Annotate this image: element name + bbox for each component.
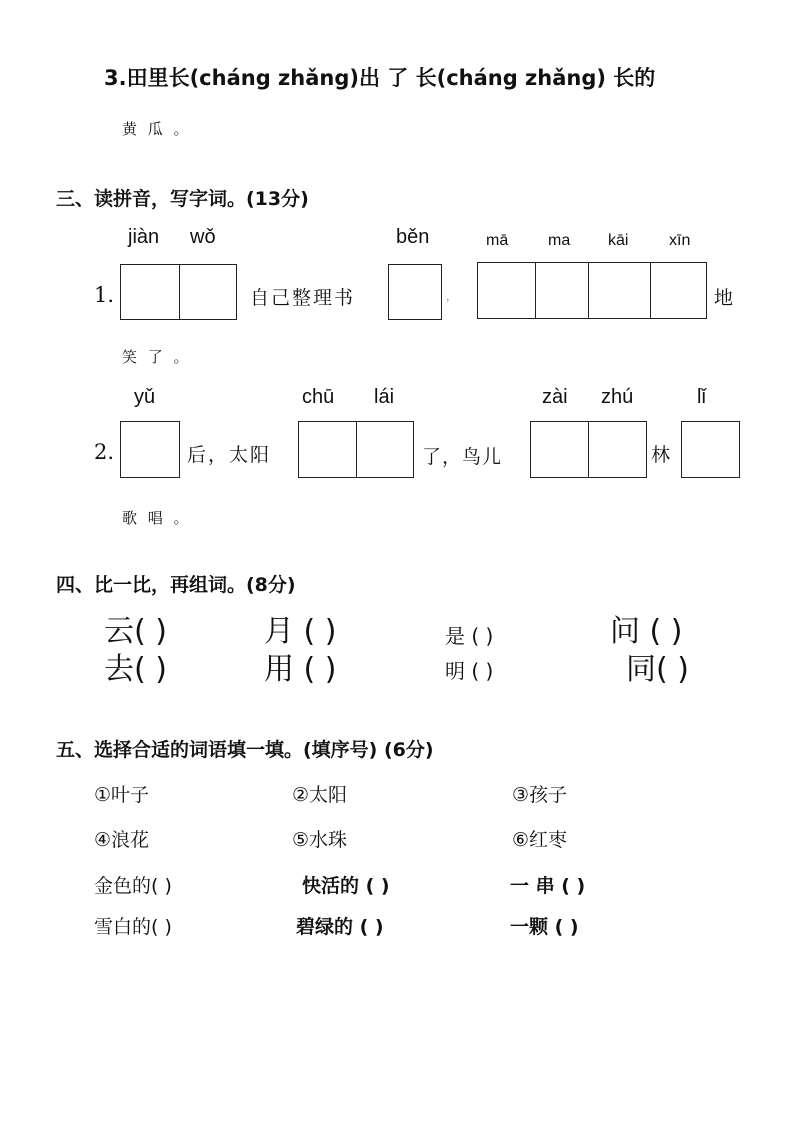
section-3-heading: 三、读拼音，写字词。(13分) — [56, 188, 309, 210]
compare-qu: 去( ) — [104, 652, 167, 687]
pinyin-xin: xīn — [669, 232, 691, 249]
section-4-heading: 四、比一比，再组词。(8分) — [56, 574, 296, 596]
row-1-dot: ， — [446, 290, 457, 303]
fill-green: 碧绿的 ( ) — [296, 916, 384, 938]
fill-golden: 金色的( ) — [94, 875, 172, 897]
answer-box-li[interactable] — [681, 421, 740, 478]
question-3-line1: 3.田里长(cháng zhǎng)出 了 长(cháng zhǎng) 长的 — [104, 66, 656, 90]
option-6: ⑥红枣 — [512, 829, 568, 851]
box-divider — [356, 422, 357, 477]
answer-box-chulai[interactable] — [298, 421, 414, 478]
option-2: ②太阳 — [292, 784, 348, 806]
option-4: ④浪花 — [94, 829, 150, 851]
pinyin-ma1: mā — [486, 232, 509, 249]
box-divider — [588, 422, 589, 477]
pinyin-yu: yǔ — [134, 386, 156, 408]
option-5: ⑤水珠 — [292, 829, 348, 851]
question-3-line2: 黄 瓜 。 — [122, 120, 192, 138]
compare-ming: 明 ( ) — [445, 659, 494, 683]
compare-tong: 同( ) — [626, 652, 689, 687]
row-2-text-1: 后，太阳 — [187, 444, 272, 466]
pinyin-ben: běn — [396, 226, 430, 248]
answer-box-yu[interactable] — [120, 421, 180, 478]
pinyin-jian: jiàn — [128, 226, 160, 248]
answer-box-ben[interactable] — [388, 264, 442, 320]
answer-box-mamakaixin[interactable] — [477, 262, 707, 319]
box-divider — [588, 263, 589, 318]
pinyin-wo: wǒ — [190, 226, 216, 248]
answer-box-jianwo[interactable] — [120, 264, 237, 320]
pinyin-ma2: ma — [548, 232, 571, 249]
row-2-text-3: 林 — [651, 444, 671, 466]
fill-happy: 快活的 ( ) — [302, 875, 390, 897]
row-2-number: 2. — [94, 440, 115, 464]
pinyin-zhu: zhú — [601, 386, 634, 408]
compare-wen: 问 ( ) — [610, 614, 683, 649]
row-2-continuation: 歌 唱 。 — [122, 509, 192, 527]
answer-box-zaizhu[interactable] — [530, 421, 647, 478]
pinyin-chu: chū — [302, 386, 335, 408]
compare-yun: 云( ) — [104, 614, 167, 649]
pinyin-lai: lái — [374, 386, 395, 408]
box-divider — [650, 263, 651, 318]
row-1-number: 1. — [94, 283, 115, 307]
pinyin-li: lǐ — [697, 386, 706, 408]
row-1-text-2: 地 — [714, 287, 734, 309]
fill-string: 一 串 ( ) — [510, 875, 586, 897]
pinyin-zai: zài — [542, 386, 568, 408]
option-1: ①叶子 — [94, 784, 150, 806]
fill-snow-white: 雪白的( ) — [94, 916, 172, 938]
fill-one-piece: 一颗 ( ) — [510, 916, 579, 938]
compare-yong: 用 ( ) — [264, 652, 337, 687]
row-1-continuation: 笑 了 。 — [122, 348, 192, 366]
pinyin-kai: kāi — [608, 232, 629, 249]
section-5-heading: 五、选择合适的词语填一填。(填序号) (6分) — [56, 739, 434, 761]
row-2-text-2: 了，鸟儿 — [422, 446, 503, 468]
box-divider — [535, 263, 536, 318]
compare-yue: 月 ( ) — [264, 614, 337, 649]
box-divider — [179, 265, 180, 319]
row-1-text-1: 自己整理书 — [250, 287, 356, 309]
option-3: ③孩子 — [512, 784, 568, 806]
compare-shi: 是 ( ) — [445, 624, 494, 648]
